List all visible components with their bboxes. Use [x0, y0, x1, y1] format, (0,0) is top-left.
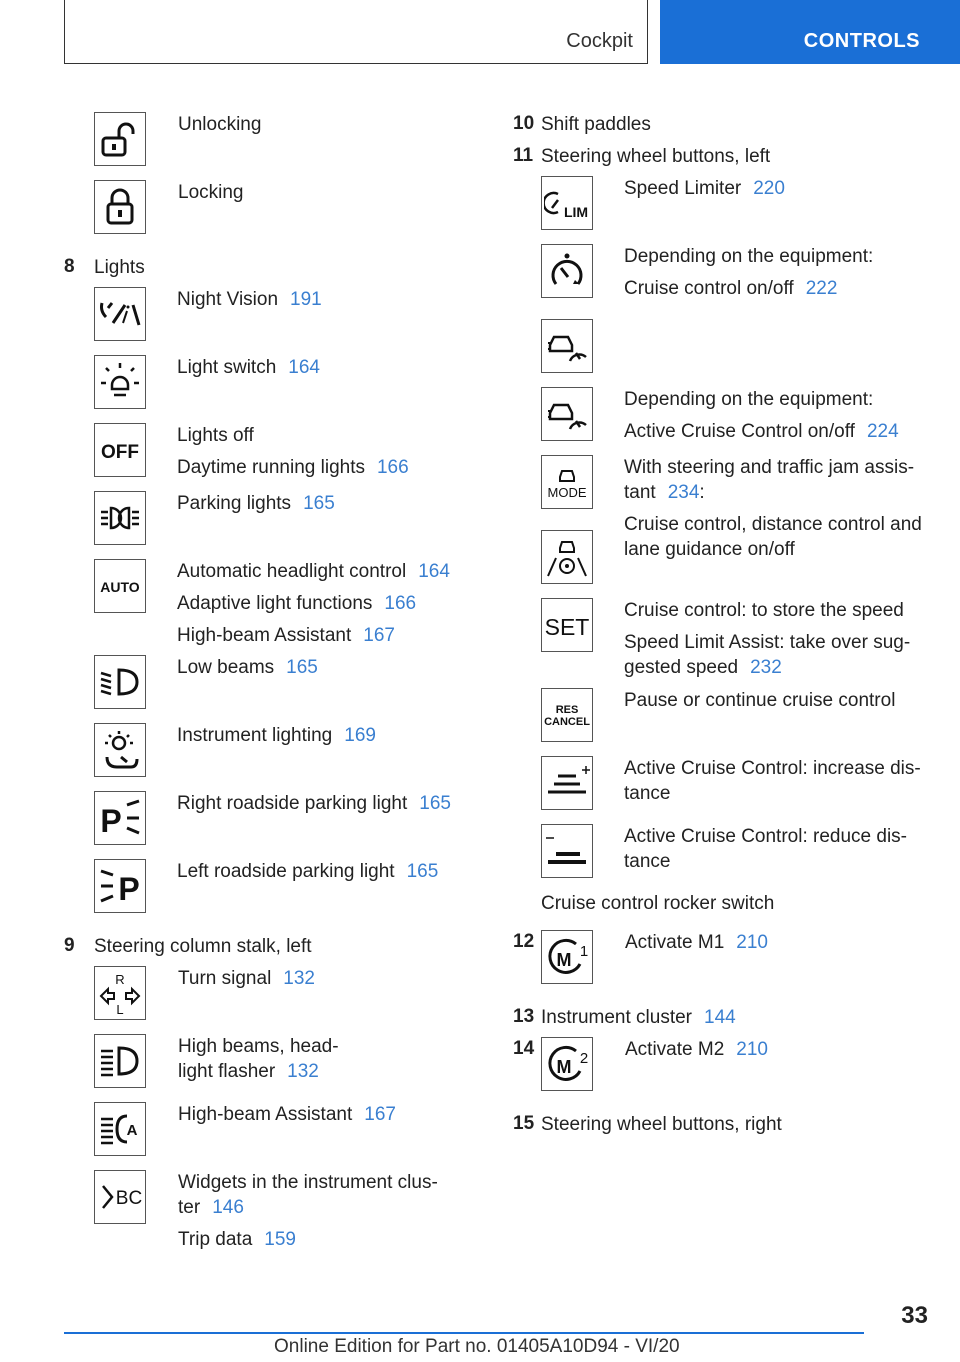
dep2-label: Depending on the equipment:	[624, 389, 874, 410]
tja-colon: :	[699, 482, 705, 503]
tja-label-1: With steering and traffic jam assis-	[624, 457, 915, 478]
acc-text: Active Cruise Control on/off	[624, 421, 855, 442]
parking-ref[interactable]: 165	[303, 493, 335, 514]
m1-ref[interactable]: 210	[736, 932, 768, 953]
trip-ref[interactable]: 159	[264, 1229, 296, 1250]
hba2-label	[178, 1102, 396, 1127]
widgets-label-2	[178, 1195, 244, 1220]
left-park-ref[interactable]: 165	[406, 861, 439, 882]
lane-guidance-icon	[541, 530, 593, 584]
cruise-text: Cruise control on/off	[624, 278, 794, 299]
cc-label-1: Cruise control, distance control and	[624, 514, 922, 535]
hba-text: High-beam Assistant	[177, 625, 352, 646]
turn-ref[interactable]: 132	[283, 968, 315, 989]
cruise-control-icon	[541, 244, 593, 298]
drl-label	[177, 455, 409, 480]
mode-icon	[541, 455, 593, 509]
hba-label	[177, 623, 395, 648]
sla-ref[interactable]: 232	[750, 657, 782, 678]
rocker-label: Cruise control rocker switch	[541, 893, 775, 914]
footer-edition: Online Edition for Part no. 01405A10D94 - VI/20	[274, 1336, 680, 1357]
sla-label-2	[624, 655, 782, 680]
low-beams-label	[177, 655, 318, 680]
right-park-ref[interactable]: 165	[419, 793, 451, 814]
item-number-11: 11	[513, 145, 534, 166]
item-number-10: 10	[513, 113, 535, 134]
high-beams-label-1: High beams, head-	[178, 1036, 339, 1057]
svg-text:CANCEL: CANCEL	[544, 716, 590, 728]
speed-lim-text: Speed Limiter	[624, 178, 742, 199]
sla-label-1: Speed Limit Assist: take over sug-	[624, 632, 911, 653]
tja-ref[interactable]: 234	[667, 482, 700, 503]
hba2-text: High-beam Assistant	[178, 1104, 353, 1125]
left-parking-light-icon	[94, 859, 146, 913]
svg-text:OFF: OFF	[101, 442, 139, 463]
svg-text:RES: RES	[555, 704, 579, 716]
item-number-14: 14	[513, 1038, 535, 1059]
unlock-icon	[94, 112, 146, 166]
header-section: Cockpit	[566, 30, 633, 52]
svg-text:M: M	[556, 1057, 572, 1077]
widgets-label-1: Widgets in the instrument clus-	[178, 1172, 438, 1193]
speed-lim-ref[interactable]: 220	[753, 178, 785, 199]
left-park-text: Left roadside parking light	[177, 861, 395, 882]
high-beam-assistant-icon	[94, 1102, 146, 1156]
svg-text:BC: BC	[115, 1188, 143, 1209]
night-vision-label	[177, 287, 322, 312]
reduce-distance-icon	[541, 824, 593, 878]
instr-light-ref[interactable]: 169	[344, 725, 376, 746]
header-section-box	[64, 0, 648, 64]
auto-hl-ref[interactable]: 164	[418, 561, 450, 582]
auto-headlight-label	[177, 559, 450, 584]
acc-ref[interactable]: 224	[866, 421, 899, 442]
locking-label: Locking	[178, 182, 244, 203]
header-chapter: CONTROLS	[803, 30, 920, 52]
cc-label-2: lane guidance on/off	[624, 539, 795, 560]
header-chapter-tab	[660, 0, 960, 64]
instrument-lighting-label	[177, 723, 376, 748]
res-cancel-icon	[541, 688, 593, 742]
left-parking-light-label	[177, 859, 438, 884]
svg-text:A: A	[126, 1122, 138, 1139]
cruise-ref[interactable]: 222	[805, 278, 838, 299]
stalk-heading: Steering column stalk, left	[94, 936, 312, 957]
instrument-lighting-icon	[94, 723, 146, 777]
adaptive-text: Adaptive light functions	[177, 593, 373, 614]
set-label: Cruise control: to store the speed	[624, 600, 904, 621]
set-icon	[541, 598, 593, 652]
m2-label	[625, 1037, 768, 1062]
adaptive-ref[interactable]: 166	[384, 593, 417, 614]
right-park-text: Right roadside parking light	[177, 793, 408, 814]
low-beams-ref[interactable]: 165	[286, 657, 318, 678]
cluster-label	[541, 1005, 736, 1030]
cluster-ref[interactable]: 144	[704, 1007, 736, 1028]
m1-icon	[541, 930, 593, 984]
parking-text: Parking lights	[177, 493, 292, 514]
svg-text:M: M	[556, 950, 572, 970]
lights-off-label: Lights off	[177, 425, 254, 446]
m2-text: Activate M2	[625, 1039, 725, 1060]
parking-lights-label	[177, 491, 335, 516]
svg-text:R: R	[115, 972, 125, 987]
cluster-text: Instrument cluster	[541, 1007, 692, 1028]
parking-lights-icon	[94, 491, 146, 545]
trip-data-label	[178, 1227, 296, 1252]
low-beams-icon	[94, 655, 146, 709]
svg-text:L: L	[116, 1002, 124, 1016]
page-number: 33	[901, 1302, 928, 1329]
shift-paddles-label: Shift paddles	[541, 114, 651, 135]
item-number-15: 15	[513, 1113, 535, 1134]
turn-text: Turn signal	[178, 968, 272, 989]
item-number-9: 9	[64, 935, 75, 956]
speed-limiter-label	[624, 176, 785, 201]
light-switch-ref[interactable]: 164	[288, 357, 320, 378]
turn-signal-label	[178, 966, 315, 991]
widgets-text-2: ter	[178, 1197, 201, 1218]
dep1-label: Depending on the equipment:	[624, 246, 874, 267]
drl-text: Daytime running lights	[177, 457, 365, 478]
high-beams-icon	[94, 1034, 146, 1088]
lights-heading: Lights	[94, 257, 145, 278]
reduce-label-1: Active Cruise Control: reduce dis-	[624, 826, 907, 847]
tja-text-2: tant	[624, 482, 656, 503]
right-parking-light-icon	[94, 791, 146, 845]
m1-text: Activate M1	[625, 932, 725, 953]
night-vision-icon	[94, 287, 146, 341]
swb-right-heading: Steering wheel buttons, right	[541, 1114, 782, 1135]
increase-label-2: tance	[624, 783, 671, 804]
svg-text:P: P	[100, 803, 122, 839]
item-number-12: 12	[513, 931, 535, 952]
cruise-control-label	[624, 276, 837, 301]
drl-ref[interactable]: 166	[376, 457, 409, 478]
high-beams-label-2	[178, 1059, 319, 1084]
increase-distance-icon	[541, 756, 593, 810]
distance-control-icon	[541, 319, 593, 373]
m2-ref[interactable]: 210	[736, 1039, 768, 1060]
speed-limiter-icon	[541, 176, 593, 230]
svg-text:AUTO: AUTO	[100, 579, 140, 595]
svg-text:MODE: MODE	[547, 485, 587, 500]
light-switch-text: Light switch	[177, 357, 277, 378]
trip-text: Trip data	[178, 1229, 253, 1250]
high-beams-ref[interactable]: 132	[287, 1061, 319, 1082]
acc-label	[624, 419, 899, 444]
unlocking-label: Unlocking	[178, 114, 262, 135]
high-beams-text-2: light flasher	[178, 1061, 276, 1082]
m2-icon	[541, 1037, 593, 1091]
svg-text:P: P	[118, 871, 140, 907]
light-switch-icon	[94, 355, 146, 409]
tja-label-2	[624, 480, 705, 505]
sla-text-2: gested speed	[624, 657, 739, 678]
right-parking-light-label	[177, 791, 451, 816]
lights-off-icon	[94, 423, 146, 477]
night-vision-text: Night Vision	[177, 289, 279, 310]
increase-label-1: Active Cruise Control: increase dis-	[624, 758, 921, 779]
turn-signal-icon	[94, 966, 146, 1020]
pause-label: Pause or continue cruise control	[624, 690, 896, 711]
swb-left-heading: Steering wheel buttons, left	[541, 146, 771, 167]
hba2-ref[interactable]: 167	[364, 1104, 396, 1125]
item-number-8: 8	[64, 256, 75, 277]
low-beams-text: Low beams	[177, 657, 275, 678]
lock-icon	[94, 180, 146, 234]
adaptive-light-label	[177, 591, 416, 616]
auto-headlight-icon	[94, 559, 146, 613]
hba-ref[interactable]: 167	[363, 625, 395, 646]
light-switch-label	[177, 355, 320, 380]
item-number-13: 13	[513, 1006, 535, 1027]
night-vision-ref[interactable]: 191	[290, 289, 322, 310]
widgets-ref[interactable]: 146	[212, 1197, 244, 1218]
reduce-label-2: tance	[624, 851, 671, 872]
svg-text:SET: SET	[544, 614, 590, 640]
bc-button-icon	[94, 1170, 146, 1224]
active-cruise-icon	[541, 387, 593, 441]
svg-text:LIM: LIM	[563, 204, 589, 220]
svg-text:2: 2	[579, 1050, 589, 1067]
m1-label	[625, 930, 768, 955]
auto-hl-text: Automatic headlight control	[177, 561, 407, 582]
svg-text:1: 1	[579, 943, 589, 960]
instr-light-text: Instrument lighting	[177, 725, 333, 746]
footer-divider	[64, 1332, 864, 1334]
